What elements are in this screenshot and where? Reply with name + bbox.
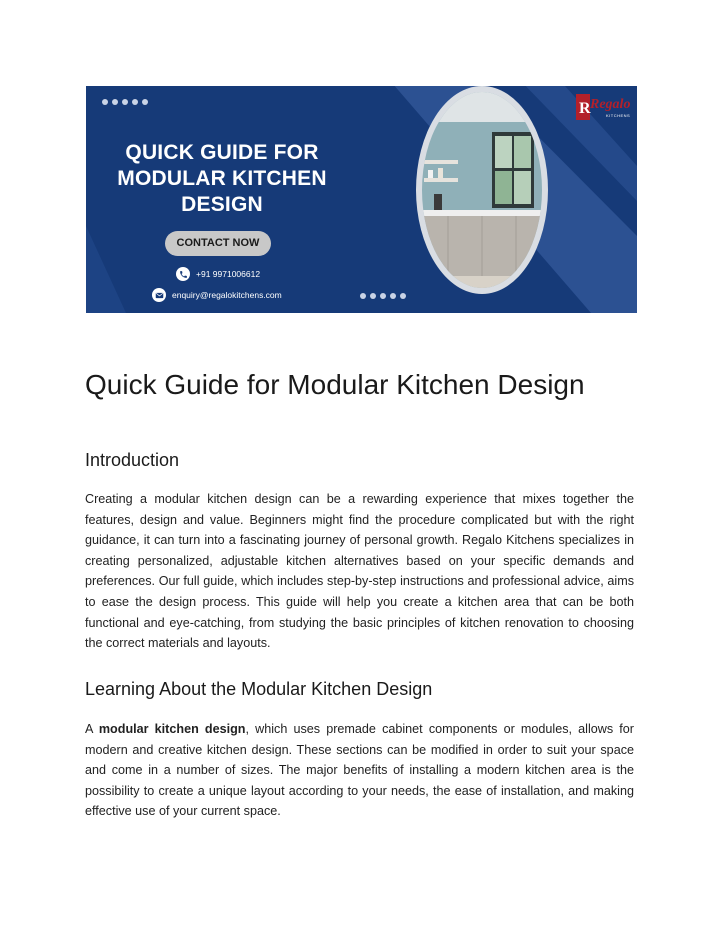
promo-banner: [86, 86, 637, 313]
phone-contact[interactable]: [176, 267, 260, 281]
learning-paragraph: [85, 719, 634, 822]
email-contact[interactable]: [152, 288, 282, 302]
regalo-kitchens-logo: [576, 94, 636, 120]
logo-subtext: KITCHENS: [606, 113, 631, 118]
mail-icon: [152, 288, 166, 302]
modular-kitchen-design-link-text: modular kitchen design: [98, 722, 246, 736]
phone-number: +91 9971006612: [196, 269, 261, 279]
section-heading-introduction: Introduction: [85, 450, 180, 470]
phone-icon: [176, 267, 190, 281]
learning-paragraph-rest: , which uses premade cabinet components or modules, allows for modern and creative kitchen design. These sections can be modified in order to suit your space and come in a number of sizes. The major benefits of installing a modern kitchen area is the possibility to create a unique layout according to your needs, the ease of installation, and making effective use of your current space.: [85, 722, 634, 819]
svg-text:R: R: [579, 100, 591, 117]
decorative-dots-top: [102, 99, 148, 105]
email-address: enquiry@regalokitchens.com: [172, 290, 282, 300]
logo-text: Regalo: [590, 97, 631, 112]
banner-title-line-3: DESIGN: [181, 193, 263, 216]
banner-title-line-2: MODULAR KITCHEN: [117, 167, 327, 190]
kitchen-photo: [414, 86, 550, 298]
banner-title: [112, 140, 332, 218]
decorative-dots-bottom: [360, 293, 406, 299]
contact-now-button[interactable]: CONTACT NOW: [165, 231, 271, 256]
page-title: Quick Guide for Modular Kitchen Design: [85, 369, 585, 400]
banner-title-line-1: QUICK GUIDE FOR: [125, 141, 319, 164]
introduction-paragraph: Creating a modular kitchen design can be a rewarding experience that mixes together the features, design and value. Beginners might find the procedure complicated but with the right guidance, it can turn into a fascinating journey of personal growth. Regalo Kitchens specializes in creating personalized, adjustable kitchen alternatives based on your specific demands and preferences. Our full guide, which includes step-by-step instructions and professional advice, aims to ease the design process. This guide will help you create a kitchen area that can be both functional and eye-catching, from studying the basic principles of kitchen renovation to choosing the correct materials and layouts.: [85, 492, 634, 651]
learning-paragraph-prefix: A: [85, 722, 99, 736]
section-heading-learning: Learning About the Modular Kitchen Design: [85, 679, 433, 699]
